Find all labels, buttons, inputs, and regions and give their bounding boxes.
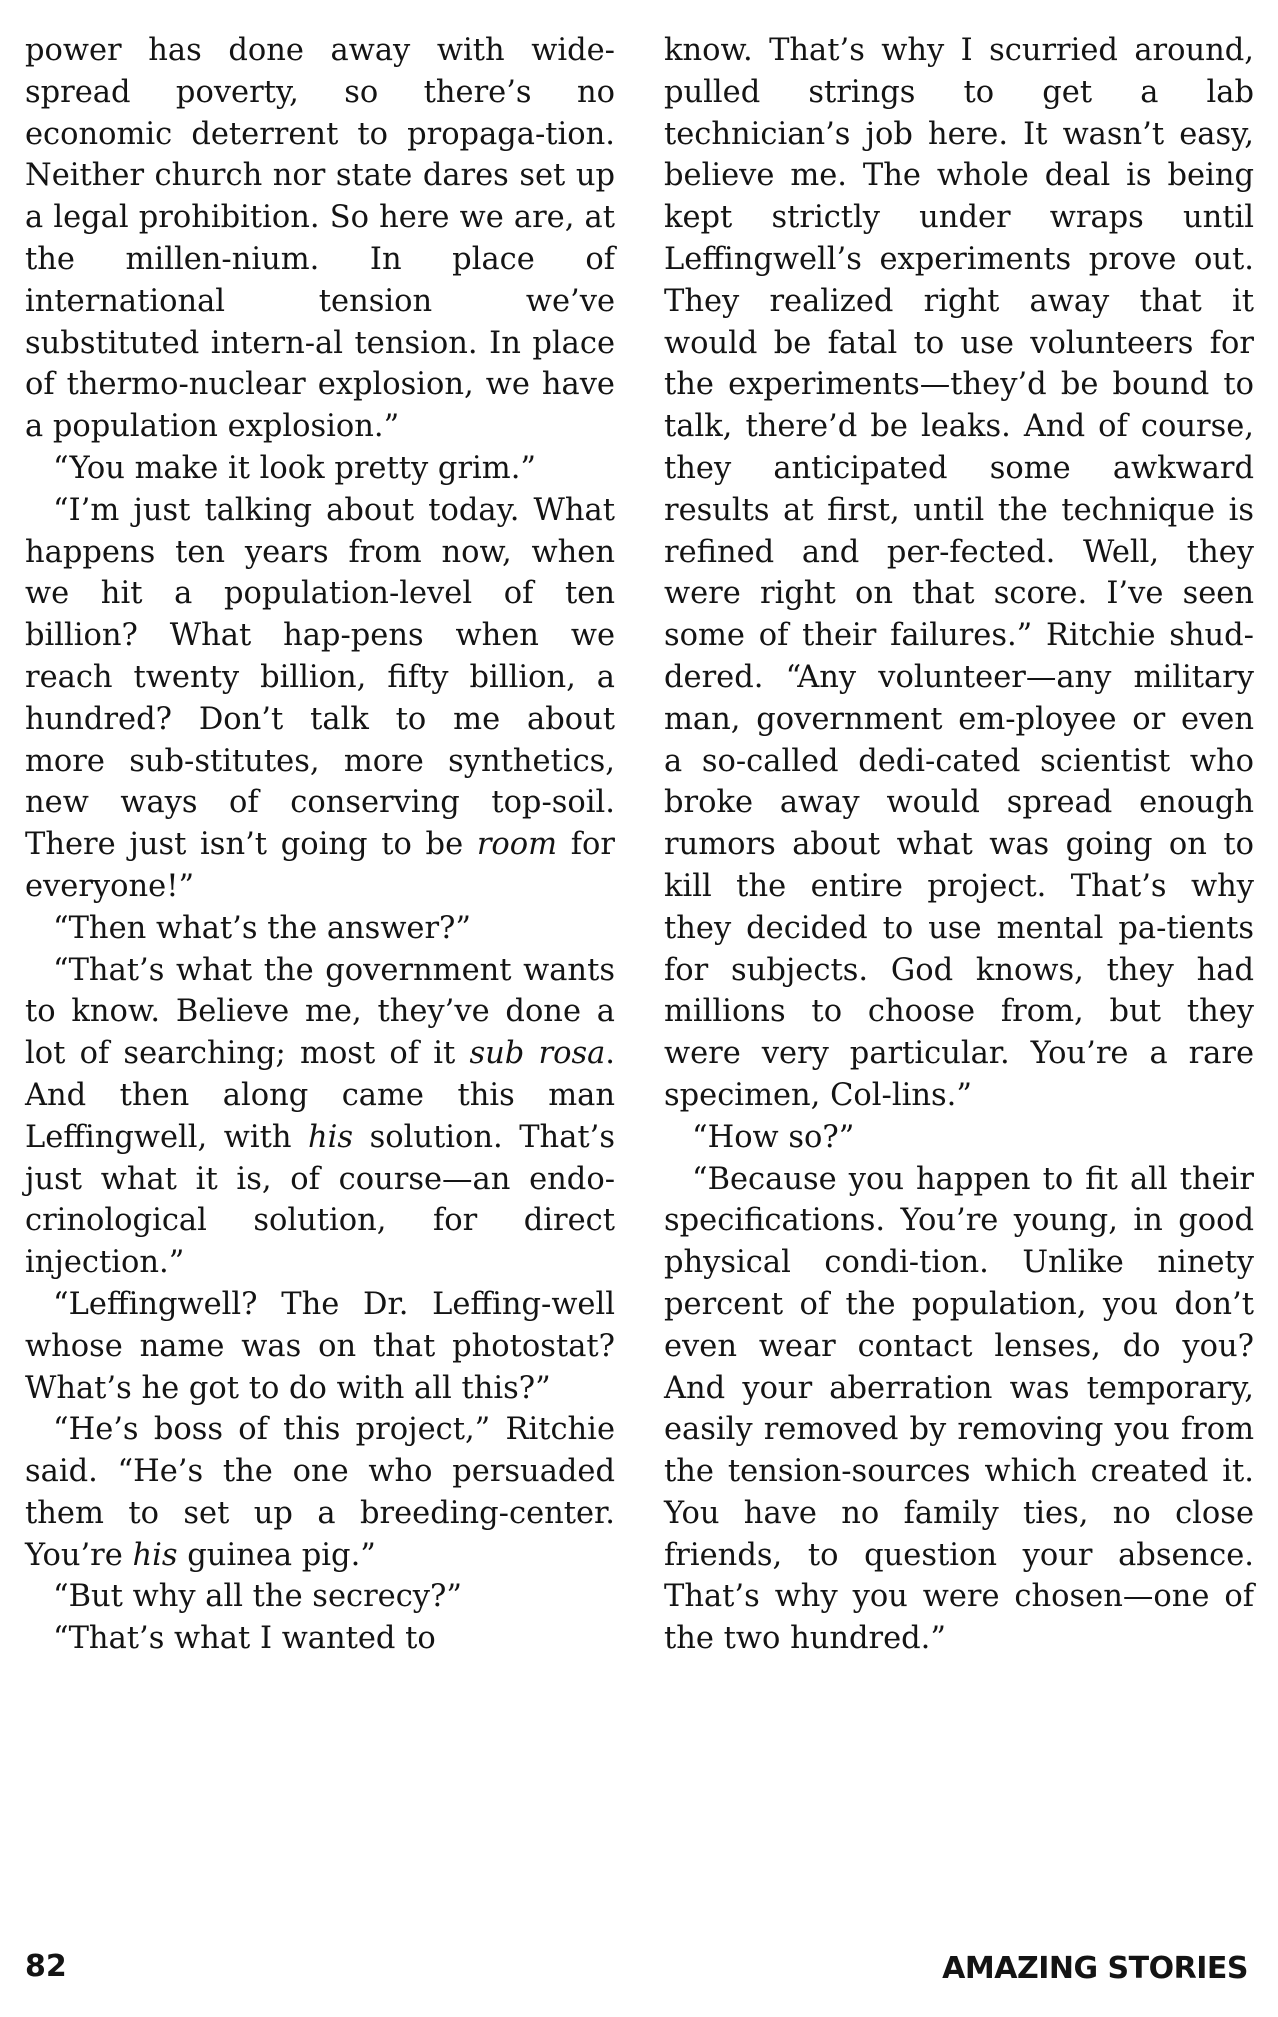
paragraph <box>25 1618 615 1660</box>
paragraph-text: “Because you happen to fit all their specifications. You’re young, in good physical condi-tion. Unlike ninety percent of the population, you don’t even wear contact lenses, do you? And your aberration was temporary, easily removed by removing you from the tension-sources which created it. You have no family ties, no close friends, to question your absence. That’s why you were chosen—one of the two hundred.” <box>664 1161 1254 1657</box>
paragraph-text: “But why all the secrecy?” <box>53 1579 462 1615</box>
emphasis: his <box>308 1119 354 1155</box>
paragraph-text: “That’s what the government wants to know. Believe me, they’ve done a lot of searching; most of it <box>25 952 615 1072</box>
paragraph <box>25 1284 615 1409</box>
running-head: AMAZING STORIES <box>942 1951 1248 1986</box>
paragraph <box>25 30 615 448</box>
paragraph-text: “Leffingwell? The Dr. Leffing-well whose name was on that photostat? What’s he got to do with all this?” <box>25 1286 615 1406</box>
paragraph <box>25 1576 615 1618</box>
paragraph-text: for everyone!” <box>25 827 615 904</box>
paragraph <box>25 490 615 908</box>
paragraph-text: solution. That’s just what it is, of course—an endo-crinological solution, for direct injection.” <box>25 1119 615 1281</box>
paragraph-text: “He’s boss of this project,” Ritchie said. “He’s the one who persuaded them to set up a breeding-center. You’re <box>25 1412 615 1573</box>
paragraph-text: “That’s what I wanted to <box>53 1621 436 1657</box>
paragraph-text: “I’m just talking about today. What happens ten years from now, when we hit a population-level of ten billion? What hap-pens when we reach twenty billion, fifty billion, a hundred? Don’t talk to me about more sub-stitutes, more synthetics, new ways of conserving top-soil. There just isn’t going to be <box>25 492 615 863</box>
paragraph-text: guinea pig.” <box>177 1537 376 1573</box>
left-column <box>25 30 615 1660</box>
paragraph-text: know. That’s why I scurried around, pulled strings to get a lab technician’s job here. It wasn’t easy, believe me. The whole deal is being kept strictly under wraps until Leffingwell’s experiments prove out. They realized right away that it would be fatal to use volunteers for the experiments—they’d be bound to talk, there’d be leaks. And of course, they anticipated some awkward results at first, until the technique is refined and per-fected. Well, they were right on that score. I’ve seen some of their failures.” Ritchie shud-dered. “Any volunteer—any military man, government em-ployee or even a so-called dedi-cated scientist who broke away would spread enough rumors about what was going on to kill the entire project. That’s why they decided to use mental pa-tients for subjects. God knows, they had millions to choose from, but they were very particular. You’re a rare specimen, Col-lins.” <box>664 33 1254 1113</box>
paragraph <box>25 908 615 950</box>
paragraph <box>664 1159 1254 1661</box>
paragraph <box>664 30 1254 1117</box>
paragraph-text: power has done away with wide-spread poverty, so there’s no economic deterrent to propaga-tion. Neither church nor state dares set up a legal prohibition. So here we are, at the millen-nium. In place of international tension we’ve substituted intern-al tension. In place of thermo-nuclear explosion, we have a population explosion.” <box>25 33 615 445</box>
paragraph <box>664 1117 1254 1159</box>
paragraph <box>25 950 615 1284</box>
paragraph-text: “You make it look pretty grim.” <box>53 450 536 486</box>
paragraph-text: “Then what’s the answer?” <box>53 910 472 946</box>
paragraph-text: . And then along came this man Leffingwell, with <box>25 1036 615 1155</box>
emphasis: his <box>132 1537 178 1573</box>
right-column <box>664 30 1254 1660</box>
paragraph <box>25 448 615 490</box>
emphasis: sub rosa <box>469 1036 606 1072</box>
emphasis: room <box>476 827 558 863</box>
paragraph-text: “How so?” <box>692 1119 855 1155</box>
page-number: 82 <box>25 1949 67 1984</box>
page-footer <box>0 1947 1278 1997</box>
paragraph <box>25 1409 615 1576</box>
